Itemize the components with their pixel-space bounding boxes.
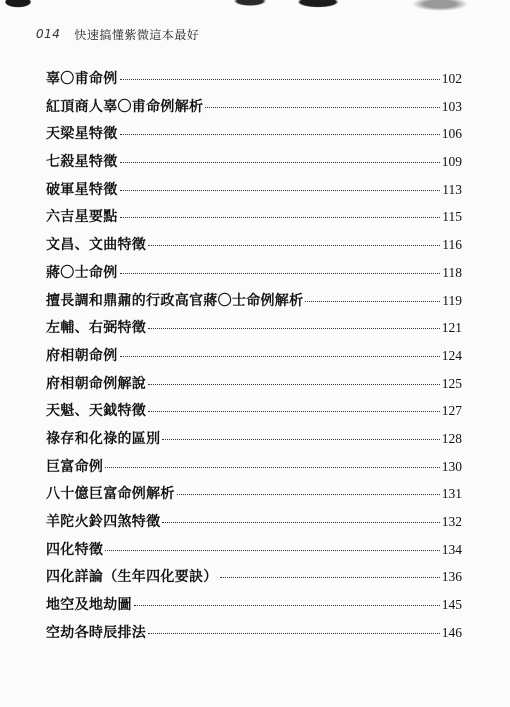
- toc-entry-title: 文昌、文曲特徵: [46, 237, 147, 254]
- toc-entry-page: 136: [441, 569, 462, 585]
- toc-entry-page: 127: [441, 403, 462, 419]
- toc-dot-leader: [120, 79, 440, 80]
- toc-entry-title: 六吉星要點: [46, 209, 118, 226]
- toc-entry: [46, 373, 462, 401]
- toc-dot-leader: [177, 494, 440, 495]
- toc-dot-leader: [120, 190, 441, 191]
- toc-entry-title: 府相朝命例: [46, 347, 118, 364]
- toc-entry: [46, 345, 462, 373]
- running-title: 快速搞懂紫微這本最好: [74, 27, 200, 42]
- toc-entry: [46, 290, 462, 318]
- toc-entry-page: 109: [441, 154, 462, 170]
- toc-entry-title: 破軍星特徵: [46, 181, 118, 198]
- toc-entry: [46, 179, 462, 207]
- toc-entry-title: 四化特徵: [46, 541, 104, 558]
- toc-entry: [46, 123, 462, 151]
- toc-entry-title: 地空及地劫圖: [46, 597, 132, 614]
- toc-entry: [46, 594, 462, 622]
- toc-entry: [46, 539, 462, 567]
- toc-dot-leader: [148, 633, 440, 634]
- toc-entry: [46, 68, 462, 96]
- toc-dot-leader: [162, 439, 439, 440]
- toc-entry-title: 天魁、天鉞特徵: [46, 403, 147, 420]
- toc-dot-leader: [220, 577, 440, 578]
- toc-dot-leader: [120, 162, 440, 163]
- toc-entry: [46, 456, 462, 484]
- toc-entry-page: 125: [441, 375, 462, 391]
- toc-entry-page: 102: [441, 71, 462, 86]
- toc-entry: [46, 151, 462, 179]
- toc-entry: [46, 317, 462, 345]
- toc-entry-page: 121: [441, 320, 462, 336]
- toc-dot-leader: [148, 245, 440, 246]
- toc-dot-leader: [120, 356, 440, 357]
- toc-entry-title: 紅頂商人辜〇甫命例解析: [46, 98, 204, 115]
- toc-entry-title: 蔣〇士命例: [46, 264, 118, 281]
- toc-entry-page: 145: [441, 597, 462, 613]
- toc-entry-page: 118: [442, 264, 462, 280]
- toc-entry: [46, 234, 462, 262]
- toc-entry: [46, 566, 462, 594]
- toc-entry-page: 124: [441, 347, 462, 363]
- toc-entry: [46, 262, 462, 290]
- toc-dot-leader: [205, 107, 439, 108]
- toc-dot-leader: [105, 467, 440, 468]
- toc-dot-leader: [148, 328, 440, 329]
- toc-dot-leader: [120, 134, 440, 135]
- scan-artifact: [0, 0, 510, 16]
- toc-entry-page: 132: [441, 514, 462, 529]
- toc-entry: [46, 511, 462, 539]
- toc-entry: [46, 206, 462, 234]
- toc-dot-leader: [305, 301, 440, 302]
- toc-entry-title: 祿存和化祿的區別: [46, 430, 161, 447]
- toc-entry-page: 128: [441, 430, 462, 446]
- toc-entry-page: 119: [442, 292, 462, 308]
- toc-entry-title: 巨富命例: [46, 458, 104, 475]
- toc-entry-title: 羊陀火鈴四煞特徵: [46, 514, 161, 530]
- toc-entry-page: 116: [442, 237, 462, 253]
- toc-dot-leader: [120, 273, 441, 274]
- toc-entry-page: 115: [442, 209, 462, 225]
- toc-entry-page: 113: [442, 181, 462, 197]
- toc-entry: [46, 622, 462, 650]
- toc-dot-leader: [148, 384, 440, 385]
- toc-entry-title: 四化詳論（生年四化要訣）: [46, 569, 218, 586]
- toc-entry-page: 106: [441, 126, 462, 142]
- table-of-contents: [46, 68, 462, 649]
- toc-entry-title: 空劫各時辰排法: [46, 624, 147, 641]
- toc-entry-title: 天梁星特徵: [46, 126, 118, 143]
- toc-entry-title: 左輔、右弼特徵: [46, 320, 147, 337]
- toc-entry-page: 134: [441, 541, 462, 557]
- toc-entry-title: 擅長調和鼎鼐的行政高官蔣〇士命例解析: [46, 292, 304, 309]
- toc-dot-leader: [148, 411, 440, 412]
- toc-entry-title: 辜〇甫命例: [46, 71, 118, 87]
- toc-entry-title: 七殺星特徵: [46, 154, 118, 171]
- toc-entry: [46, 400, 462, 428]
- toc-entry-page: 146: [441, 624, 462, 640]
- toc-entry: [46, 428, 462, 456]
- page-number: 014: [36, 27, 61, 41]
- toc-entry: [46, 96, 462, 124]
- toc-dot-leader: [134, 605, 440, 606]
- page-header: [36, 24, 476, 44]
- toc-entry-page: 130: [441, 458, 462, 474]
- toc-entry-title: 府相朝命例解說: [46, 375, 147, 392]
- toc-entry-title: 八十億巨富命例解析: [46, 486, 175, 503]
- toc-entry-page: 103: [441, 98, 462, 114]
- toc-entry-page: 131: [441, 486, 462, 502]
- toc-dot-leader: [105, 550, 440, 551]
- toc-dot-leader: [162, 522, 439, 523]
- toc-entry: [46, 483, 462, 511]
- toc-dot-leader: [120, 217, 441, 218]
